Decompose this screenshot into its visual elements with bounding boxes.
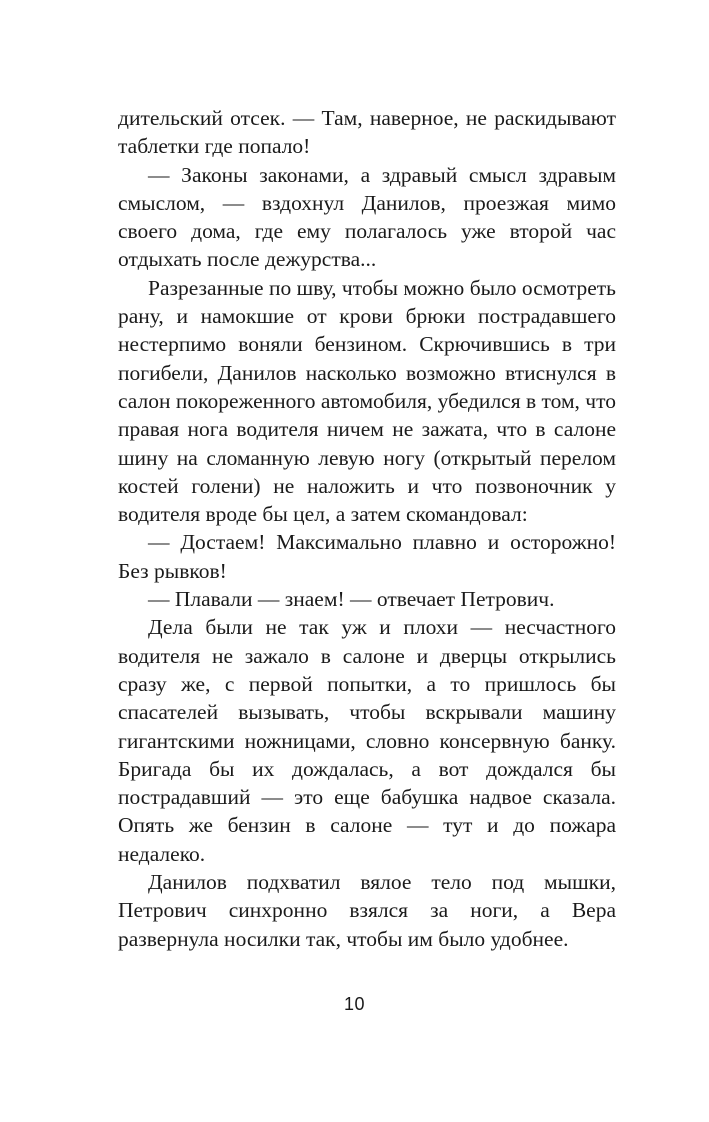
body-text xyxy=(118,104,616,953)
paragraph-dialogue-command: — Достаем! Максимально плавно и осторожно! Без рывков! xyxy=(118,530,616,583)
paragraph-continuation: дительский отсек. — Там, наверное, не раскидывают таблетки где попало! xyxy=(118,106,616,159)
page-number: 10 xyxy=(343,994,366,1014)
paragraph-dialogue-danilov: — Законы законами, а здравый смысл здравым смыслом, — вздохнул Данилов, проезжая мимо своего дома, где ему полагалось уже второй час отдыхать после дежурства... xyxy=(118,162,616,272)
paragraph-dialogue-petrovich: — Плавали — знаем! — отвечает Петрович. xyxy=(148,587,555,612)
paragraph-narration: Данилов подхватил вялое тело под мышки, Петрович синхронно взялся за ноги, а Вера развернула носилки так, чтобы им было удобнее. xyxy=(118,870,616,951)
paragraph-narration: Разрезанные по шву, чтобы можно было осмотреть рану, и намокшие от крови брюки пострадавшего нестерпимо воняли бензином. Скрючившись в три погибели, Данилов насколько возможно втиснулся в салон покореженного автомобиля, убедился в том, что правая нога водителя ничем не зажата, что в салоне шину на сломанную левую ногу (открытый перелом костей голени) не наложить и что позвоночник у водителя вроде бы цел, а затем скомандовал: xyxy=(118,275,616,527)
paragraph-narration: Дела были не так уж и плохи — несчастного водителя не зажало в салоне и дверцы открылись сразу же, с первой попытки, а то пришлось бы спасателей вызывать, чтобы вскрывали машину гигантскими ножницами, словно консервную банку. Бригада бы их дождалась, а вот дождался бы пострадавший — это еще бабушка надвое сказала. Опять же бензин в салоне — тут и до пожара недалеко. xyxy=(118,615,616,866)
